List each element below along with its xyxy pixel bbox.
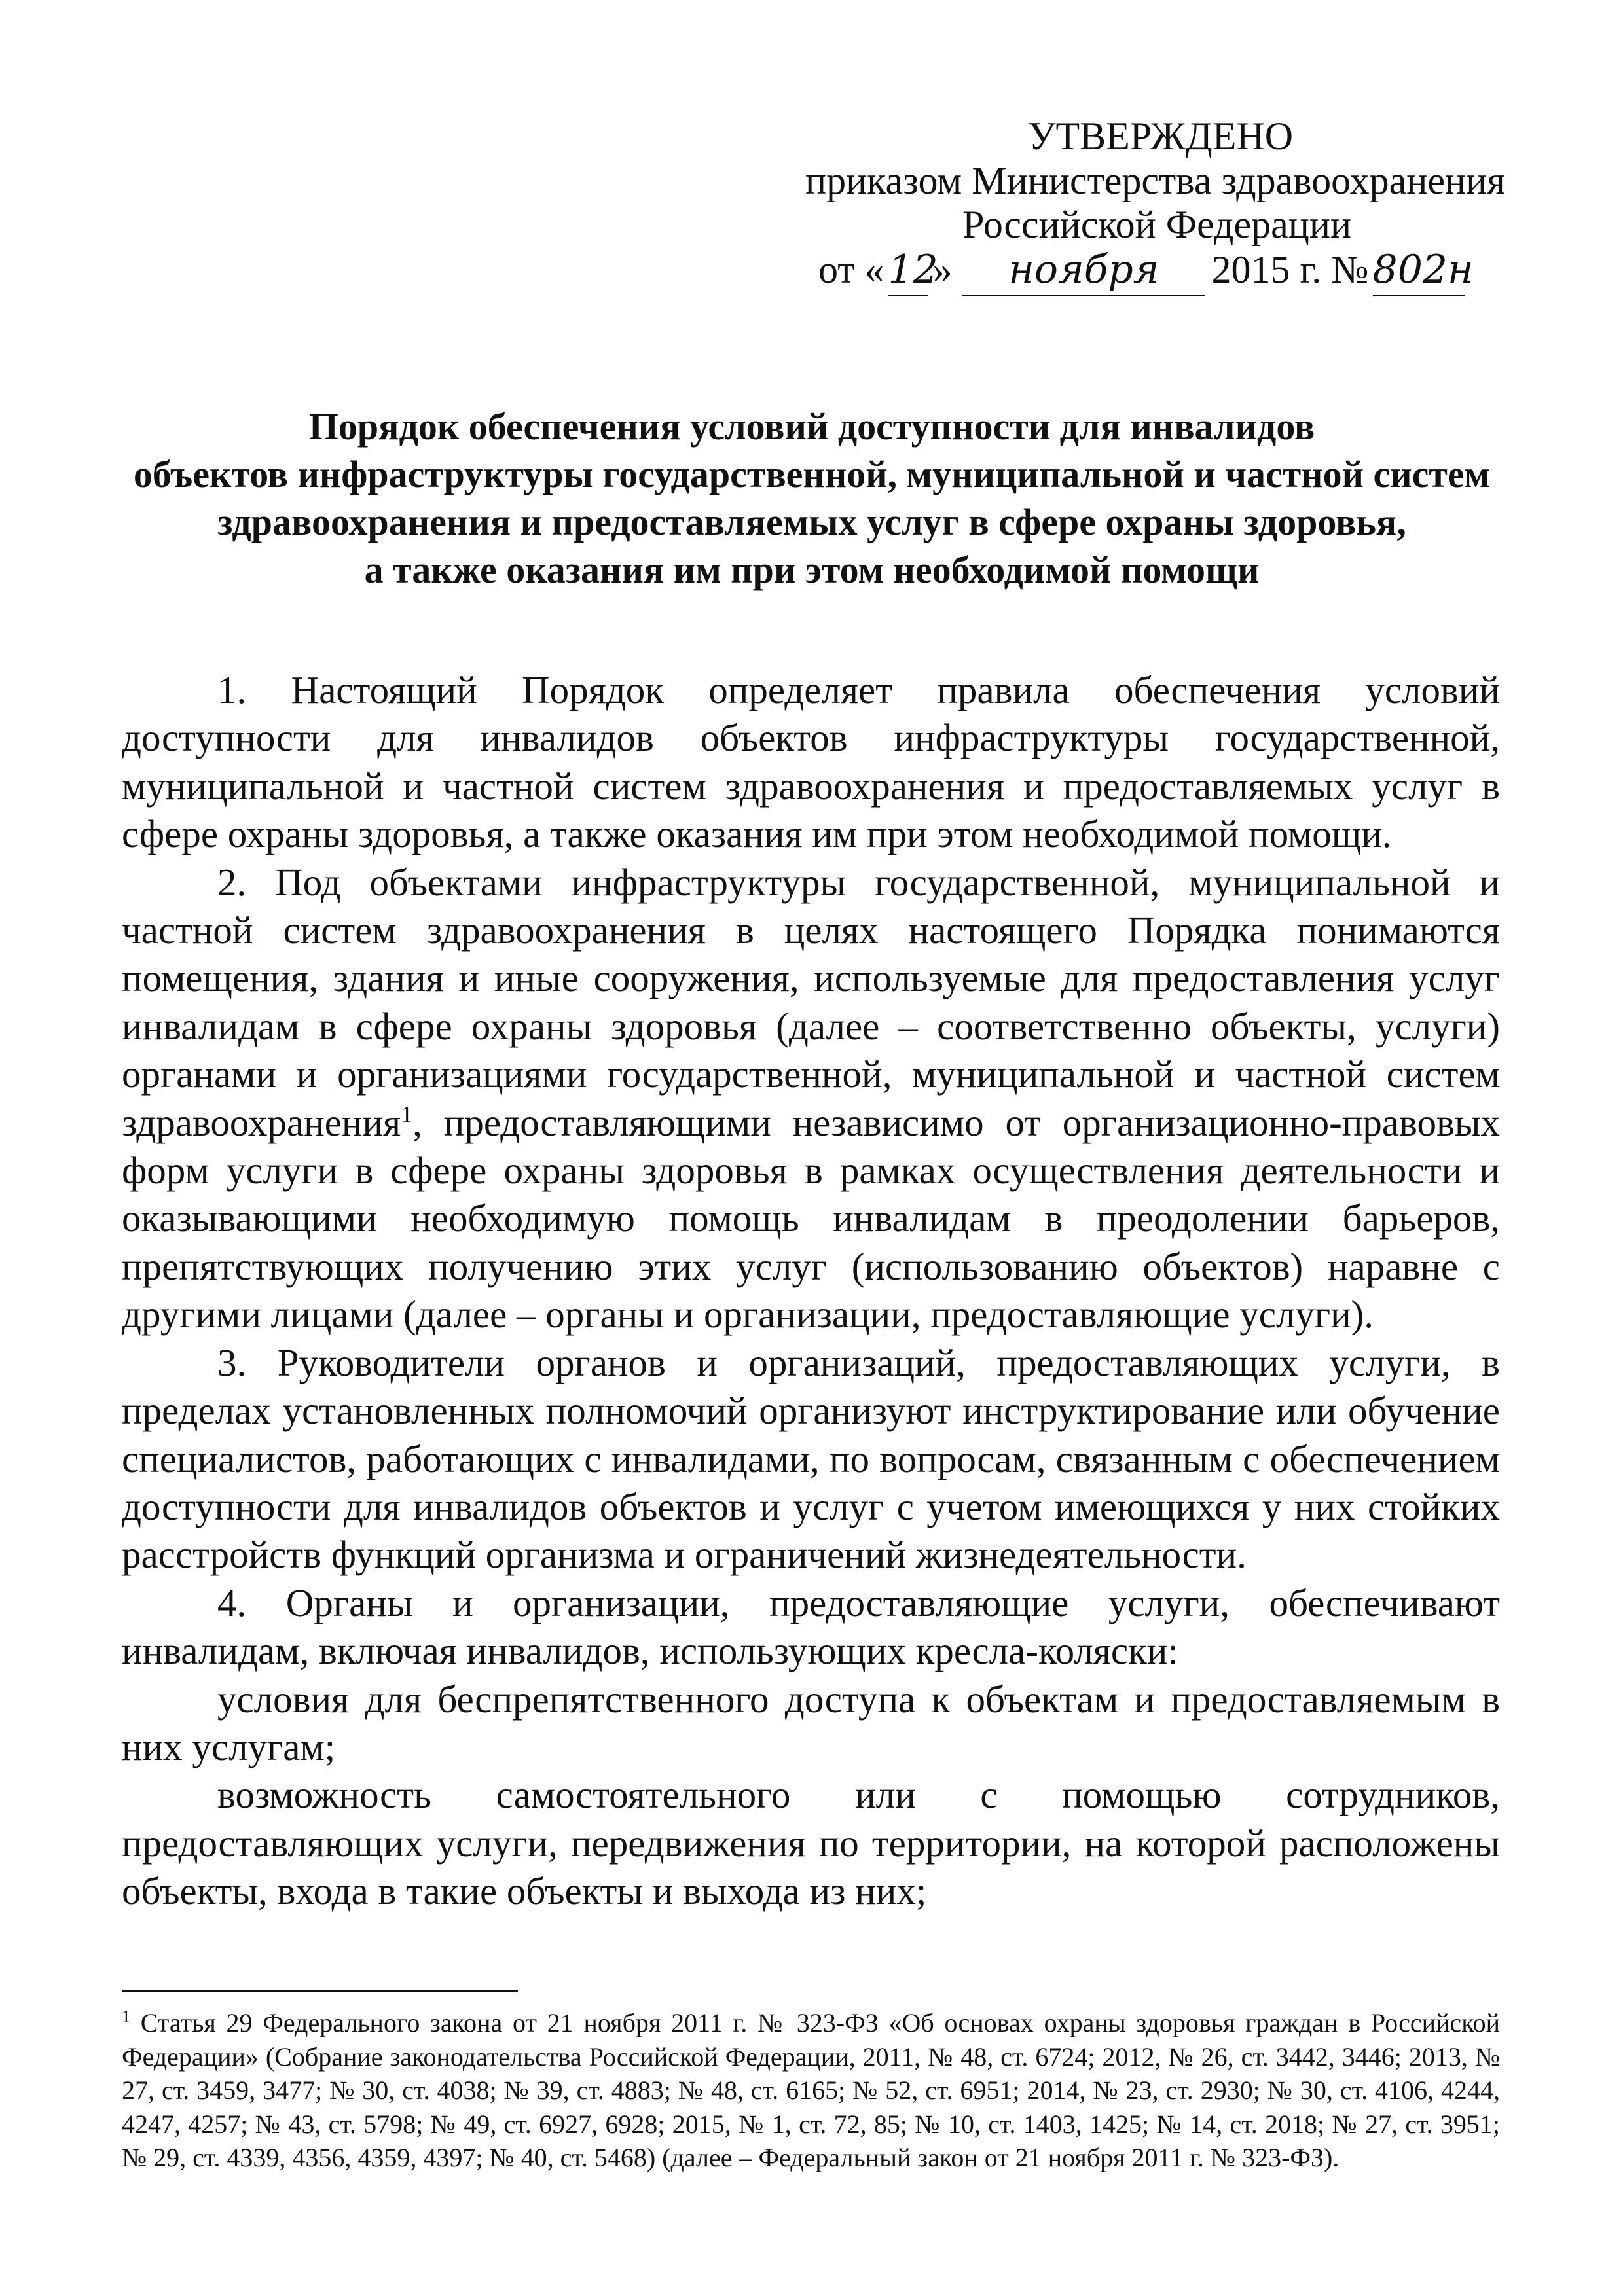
paragraph-3: 3. Руководители органов и организаций, предоставляющих услуги, в пределах установленных полномочий организуют инструктирование или обучение специалистов, работающих с инвалидами, по вопросам, связанным с обеспечением доступности для инвалидов объектов и услуг с учетом имеющихся у них стойких расстройств функций организма и ограничений жизнедеятельности. <box>122 1340 1500 1577</box>
title-line: а также оказания им при этом необходимой помощи <box>364 548 1260 591</box>
footnote-text: Статья 29 Федерального закона от 21 ноября 2011 г. № 323-ФЗ «Об основах охраны здоровья граждан в Российской Федерации» (Собрание законодательства Российской Федерации, 2011, № 48, ст. 6724; 2012, № 26, ст. 3442, 3446; 2013, № 27, ст. 3459, 3477; № 30, ст. 4038; № 39, ст. 4883; № 48, ст. 6165; № 52, ст. 6951; 2014, № 23, ст. 2930; № 30, ст. 4106, 4244, 4247, 4257; № 43, ст. 5798; № 49, ст. 6927, 6928; 2015, № 1, ст. 72, 85; № 10, ст. 1403, 1425; № 14, ст. 2018; № 27, ст. 3951; № 29, ст. 4339, 4356, 4359, 4397; № 40, ст. 5468) (далее – Федеральный закон от 21 ноября 2011 г. № 323-ФЗ). <box>122 2008 1500 2172</box>
handwritten-month: ноября <box>962 245 1205 296</box>
paragraph-6: возможность самостоятельного или с помощью сотрудников, предоставляющих услуги, передвижения по территории, на которой расположены объекты, входа в такие объекты и выхода из них; <box>122 1773 1500 1913</box>
handwritten-order-number: 802н <box>1373 245 1465 296</box>
approval-title: УТВЕРЖДЕНО <box>1028 115 1294 158</box>
paragraph-1: 1. Настоящий Порядок определяет правила обеспечения условий доступности для инвалидов объектов инфраструктуры государственной, муниципальной и частной систем здравоохранения и предоставляемых услуг в сфере охраны здоровья, а также оказания им при этом необходимой помощи. <box>122 668 1500 856</box>
document-body <box>122 666 1500 1916</box>
footnote <box>122 2006 1500 2175</box>
year-text: 2015 г. № <box>1211 248 1369 291</box>
footnote-reference: 1 <box>401 1101 413 1127</box>
date-mid: » <box>932 248 953 291</box>
title-line: Порядок обеспечения условий доступности для инвалидов <box>308 405 1315 448</box>
approval-order-line: приказом Министерства здравоохранения <box>805 159 1505 202</box>
date-prefix: от « <box>818 248 884 291</box>
document-title <box>131 403 1493 594</box>
approval-federation-line: Российской Федерации <box>962 203 1352 246</box>
approval-date-line <box>818 245 1474 296</box>
paragraph-2: 2. Под объектами инфраструктуры государственной, муниципальной и частной систем здравоохранения в целях настоящего Порядка понимаются помещения, здания и иные сооружения, используемые для предоставления услуг инвалидам в сфере охраны здоровья (далее – соответственно объекты, услуги) органами и организациями государственной, муниципальной и частной систем здравоохранения$^1$, предоставляющими независимо от организационно-правовых форм услуги в сфере охраны здоровья в рамках осуществления деятельности и оказывающими необходимую помощь инвалидам в преодолении барьеров, препятствующих получению этих услуг (использованию объектов) наравне с другими лицами (далее – органы и организации, предоставляющие услуги). <box>122 860 1500 1336</box>
handwritten-day: 12 <box>888 245 928 296</box>
paragraph-4: 4. Органы и организации, предоставляющие услуги, обеспечивают инвалидам, включая инвалидов, использующих кресла-коляски: <box>122 1581 1500 1673</box>
title-line: здравоохранения и предоставляемых услуг в сфере охраны здоровья, <box>217 501 1406 543</box>
footnote-number: 1 <box>122 2007 130 2026</box>
footnote-divider <box>122 1990 518 1992</box>
paragraph-5: условия для беспрепятственного доступа к объектам и предоставляемым в них услугам; <box>122 1677 1500 1768</box>
title-line: объектов инфраструктуры государственной, муниципальной и частной систем <box>133 453 1491 495</box>
